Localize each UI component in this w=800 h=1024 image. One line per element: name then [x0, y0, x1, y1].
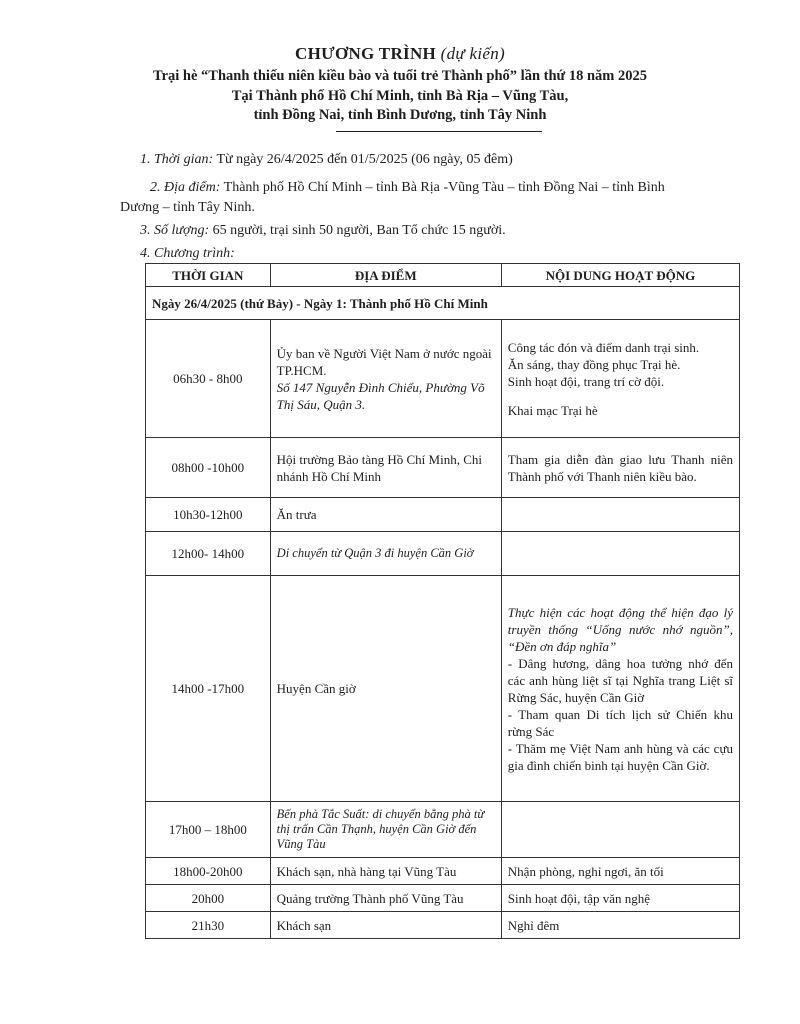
table-row — [146, 858, 740, 885]
header-activity: NỘI DUNG HOẠT ĐỘNG — [501, 264, 739, 287]
row-location: Khách sạn, nhà hàng tại Vũng Tàu — [270, 858, 501, 885]
row-time: 17h00 – 18h00 — [146, 802, 271, 858]
section-time-text: Từ ngày 26/4/2025 đến 01/5/2025 (06 ngày, 05 đêm) — [216, 152, 513, 167]
title-text: CHƯƠNG TRÌNH — [295, 44, 437, 63]
row-activity: Nghỉ đêm — [501, 912, 739, 939]
activity-line: Khai mạc Trại hè — [507, 402, 598, 418]
table-row — [146, 802, 740, 858]
section-location — [120, 178, 700, 218]
title-note: (dự kiến) — [440, 44, 505, 63]
subtitle-line-2: Tại Thành phố Hồ Chí Minh, tỉnh Bà Rịa – Vũng Tàu, — [231, 88, 569, 104]
section-time — [140, 150, 700, 170]
row-time: 08h00 -10h00 — [146, 438, 271, 498]
table-row — [146, 576, 740, 802]
table-row — [146, 320, 740, 438]
day-row — [146, 287, 740, 320]
activity-bullet: - Dâng hương, dâng hoa tưởng nhớ đến các anh hùng liệt sĩ tại Nghĩa trang Liệt sĩ Rừng Sác, huyện Cần Giờ — [508, 655, 733, 706]
section-quantity — [140, 221, 700, 241]
row-time: 14h00 -17h00 — [146, 576, 271, 802]
subtitle-line-1: Trại hè “Thanh thiếu niên kiều bào và tuổi trẻ Thành phố” lần thứ 18 năm 2025 — [152, 68, 648, 84]
spacer — [508, 390, 733, 402]
section-time-label: 1. Thời gian: — [140, 152, 214, 167]
title-divider — [336, 131, 542, 132]
row-location: Huyện Cần giờ — [270, 576, 501, 802]
row-time: 20h00 — [146, 885, 271, 912]
row-location: Di chuyển từ Quận 3 đi huyện Cần Giờ — [270, 532, 501, 576]
activity-bullet: - Thăm mẹ Việt Nam anh hùng và các cựu gia đình chiến binh tại huyện Cần Giờ. — [508, 740, 733, 774]
activity-intro: Thực hiện các hoạt động thể hiện đạo lý truyền thống “Uống nước nhớ nguồn”, “Đền ơn đáp nghĩa” — [507, 604, 733, 654]
row-activity — [501, 320, 739, 438]
table-row — [146, 885, 740, 912]
document-title — [120, 44, 680, 64]
section-location-label: 2. Địa điểm: — [150, 180, 221, 195]
schedule-table — [145, 263, 740, 939]
section-program — [140, 244, 700, 264]
activity-line: Công tác đón và điểm danh trại sinh. — [507, 339, 700, 355]
row-activity: Nhận phòng, nghỉ ngơi, ăn tối — [501, 858, 739, 885]
row-location: Quảng trường Thành phố Vũng Tàu — [270, 885, 501, 912]
row-activity — [501, 498, 739, 532]
row-location — [270, 320, 501, 438]
row-time: 10h30-12h00 — [146, 498, 271, 532]
activity-bullet: - Tham quan Di tích lịch sử Chiến khu rừng Sác — [508, 706, 733, 740]
row-activity — [501, 576, 739, 802]
row-time: 06h30 - 8h00 — [146, 320, 271, 438]
section-program-label: 4. Chương trình: — [140, 246, 235, 261]
header-time: THỜI GIAN — [146, 264, 271, 287]
row-location: Khách sạn — [270, 912, 501, 939]
row-time: 12h00- 14h00 — [146, 532, 271, 576]
table-header-row — [146, 264, 740, 287]
row-time: 21h30 — [146, 912, 271, 939]
row-activity: Sinh hoạt đội, tập văn nghệ — [501, 885, 739, 912]
section-quantity-text: 65 người, trại sinh 50 người, Ban Tổ chức 15 người. — [212, 223, 506, 238]
header-location: ĐỊA ĐIỂM — [270, 264, 501, 287]
row-activity — [501, 802, 739, 858]
table-row — [146, 532, 740, 576]
activity-line: Sinh hoạt đội, trang trí cờ đội. — [507, 373, 665, 389]
table-row — [146, 498, 740, 532]
location-address: Số 147 Nguyễn Đình Chiểu, Phường Võ Thị Sáu, Quận 3. — [276, 379, 485, 412]
row-location: Ăn trưa — [270, 498, 501, 532]
row-time: 18h00-20h00 — [146, 858, 271, 885]
subtitle-line-3: tỉnh Đồng Nai, tỉnh Bình Dương, tỉnh Tây Ninh — [253, 107, 547, 123]
section-location-text: Thành phố Hồ Chí Minh – tỉnh Bà Rịa -Vũng Tàu – tỉnh Đồng Nai – tỉnh Bình Dương – tỉnh Tây Ninh. — [120, 180, 665, 215]
table-row — [146, 912, 740, 939]
row-activity — [501, 532, 739, 576]
activity-line: Ăn sáng, thay đồng phục Trại hè. — [507, 356, 681, 372]
row-activity: Tham gia diễn đàn giao lưu Thanh niên Thành phố với Thanh niên kiều bào. — [501, 438, 739, 498]
section-quantity-label: 3. Số lượng: — [140, 223, 210, 238]
day-label: Ngày 26/4/2025 (thứ Bảy) - Ngày 1: Thành phố Hồ Chí Minh — [146, 287, 740, 320]
table-row — [146, 438, 740, 498]
location-name: Ủy ban về Người Việt Nam ở nước ngoài TP.HCM. — [276, 345, 492, 378]
row-location: Bến phà Tắc Suất: di chuyển bằng phà từ thị trấn Cần Thạnh, huyện Cần Giờ đến Vũng Tàu — [270, 802, 501, 858]
row-location: Hội trường Bảo tàng Hồ Chí Minh, Chi nhánh Hồ Chí Minh — [270, 438, 501, 498]
